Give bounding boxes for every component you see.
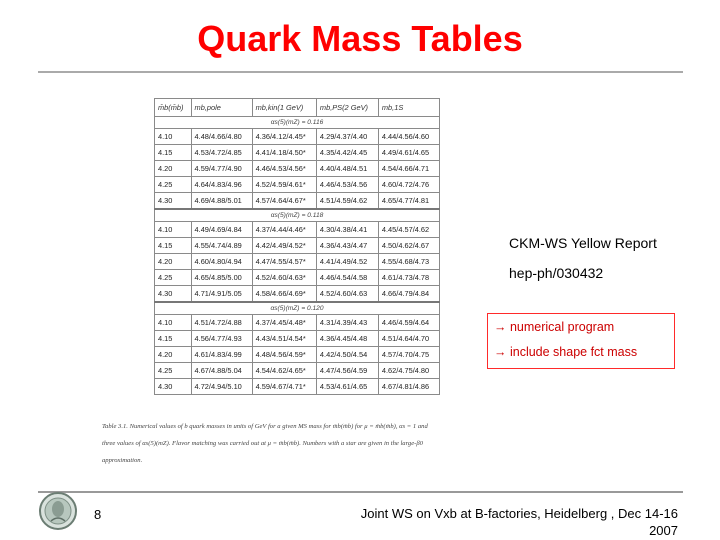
table-cell: 4.51/4.59/4.62 xyxy=(316,193,378,210)
table-cell: 4.31/4.39/4.43 xyxy=(316,315,378,331)
table-cell: 4.15 xyxy=(155,238,192,254)
table-cell: 4.48/4.66/4.80 xyxy=(191,129,252,145)
table-row xyxy=(155,270,440,286)
table-cell: 4.46/4.54/4.58 xyxy=(316,270,378,286)
table-cell: 4.46/4.53/4.56 xyxy=(316,177,378,193)
table-row xyxy=(155,254,440,270)
reference-title: CKM-WS Yellow Report xyxy=(509,235,657,251)
table-row xyxy=(155,161,440,177)
table-cell: 4.60/4.80/4.94 xyxy=(191,254,252,270)
table-cell: 4.37/4.44/4.46* xyxy=(252,222,316,238)
table-cell: 4.37/4.45/4.48* xyxy=(252,315,316,331)
table-cell: 4.20 xyxy=(155,254,192,270)
quark-mass-table xyxy=(154,98,440,395)
table-cell: 4.64/4.83/4.96 xyxy=(191,177,252,193)
table-cell: 4.49/4.69/4.84 xyxy=(191,222,252,238)
table-cell: 4.25 xyxy=(155,270,192,286)
table-cell: 4.52/4.59/4.61* xyxy=(252,177,316,193)
table-cell: 4.52/4.60/4.63 xyxy=(316,286,378,303)
table-row xyxy=(155,129,440,145)
table-cell: 4.46/4.59/4.64 xyxy=(378,315,439,331)
table-row xyxy=(155,177,440,193)
table-row xyxy=(155,315,440,331)
table-cell: 4.55/4.74/4.89 xyxy=(191,238,252,254)
table-cell: 4.25 xyxy=(155,363,192,379)
table-cell: 4.36/4.45/4.48 xyxy=(316,331,378,347)
table-cell: 4.58/4.66/4.69* xyxy=(252,286,316,303)
table-row xyxy=(155,222,440,238)
table-cell: 4.30/4.38/4.41 xyxy=(316,222,378,238)
table-cell: 4.20 xyxy=(155,161,192,177)
table-cell: 4.42/4.50/4.54 xyxy=(316,347,378,363)
table-cell: 4.54/4.66/4.71 xyxy=(378,161,439,177)
table-cell: 4.29/4.37/4.40 xyxy=(316,129,378,145)
table-header-cell: mb,kin(1 GeV) xyxy=(252,99,316,117)
table-cell: 4.46/4.53/4.56* xyxy=(252,161,316,177)
table-cell: 4.36/4.12/4.45* xyxy=(252,129,316,145)
table-row xyxy=(155,193,440,210)
table-cell: 4.55/4.68/4.73 xyxy=(378,254,439,270)
alpha-s-condition-row xyxy=(155,209,440,222)
callout-line-numerical-program: → numerical program xyxy=(494,320,615,334)
alpha-s-condition: αs(5)(mZ) = 0.118 xyxy=(155,209,440,222)
table-row xyxy=(155,347,440,363)
table-row xyxy=(155,379,440,395)
table-cell: 4.52/4.60/4.63* xyxy=(252,270,316,286)
table-header-cell: m̄b(m̄b) xyxy=(155,99,192,117)
table-cell: 4.30 xyxy=(155,193,192,210)
table-header-cell: mb,1S xyxy=(378,99,439,117)
table-cell: 4.10 xyxy=(155,129,192,145)
table-cell: 4.25 xyxy=(155,177,192,193)
table-cell: 4.44/4.56/4.60 xyxy=(378,129,439,145)
table-cell: 4.72/4.94/5.10 xyxy=(191,379,252,395)
table-cell: 4.61/4.83/4.99 xyxy=(191,347,252,363)
caption-line: three values of αs(5)(mZ). Flavor matching was carried out at μ = m̄b(m̄b). Numbers with a star are given in the large-β0 xyxy=(102,440,423,447)
slide-title: Quark Mass Tables xyxy=(197,18,523,59)
table-cell: 4.51/4.64/4.70 xyxy=(378,331,439,347)
alpha-s-condition: αs(5)(mZ) = 0.116 xyxy=(155,117,440,129)
reference-arxiv-id: hep-ph/030432 xyxy=(509,265,604,281)
alpha-s-condition-row xyxy=(155,117,440,129)
table-row xyxy=(155,238,440,254)
table-cell: 4.65/4.77/4.81 xyxy=(378,193,439,210)
footer-line-year: 2007 xyxy=(649,523,678,538)
table-cell: 4.54/4.62/4.65* xyxy=(252,363,316,379)
table-cell: 4.41/4.49/4.52 xyxy=(316,254,378,270)
table-header-cell: mb,PS(2 GeV) xyxy=(316,99,378,117)
table-cell: 4.57/4.70/4.75 xyxy=(378,347,439,363)
callout-box xyxy=(487,313,675,369)
table-cell: 4.49/4.61/4.65 xyxy=(378,145,439,161)
table-cell: 4.45/4.57/4.62 xyxy=(378,222,439,238)
table-cell: 4.59/4.77/4.90 xyxy=(191,161,252,177)
table-cell: 4.10 xyxy=(155,222,192,238)
table-cell: 4.30 xyxy=(155,379,192,395)
alpha-s-condition-row xyxy=(155,302,440,315)
table-header-row xyxy=(155,99,440,117)
footer-divider xyxy=(38,491,683,493)
table-cell: 4.59/4.67/4.71* xyxy=(252,379,316,395)
table-cell: 4.60/4.72/4.76 xyxy=(378,177,439,193)
table-cell: 4.47/4.55/4.57* xyxy=(252,254,316,270)
table-cell: 4.20 xyxy=(155,347,192,363)
table-cell: 4.53/4.61/4.65 xyxy=(316,379,378,395)
table-cell: 4.65/4.85/5.00 xyxy=(191,270,252,286)
table-row xyxy=(155,331,440,347)
table-cell: 4.43/4.51/4.54* xyxy=(252,331,316,347)
table-cell: 4.30 xyxy=(155,286,192,303)
table-cell: 4.35/4.42/4.45 xyxy=(316,145,378,161)
institute-seal-icon xyxy=(38,491,78,531)
table-cell: 4.36/4.43/4.47 xyxy=(316,238,378,254)
table-cell: 4.41/4.18/4.50* xyxy=(252,145,316,161)
table-cell: 4.66/4.79/4.84 xyxy=(378,286,439,303)
table-cell: 4.69/4.88/5.01 xyxy=(191,193,252,210)
table-cell: 4.15 xyxy=(155,331,192,347)
table-cell: 4.50/4.62/4.67 xyxy=(378,238,439,254)
table-cell: 4.51/4.72/4.88 xyxy=(191,315,252,331)
table-body xyxy=(155,117,440,395)
caption-line: Table 3.1. Numerical values of b quark masses in units of GeV for a given MS mass for m̄b(m̄b) for μ = m̄b(m̄b), αs = 1 and xyxy=(102,423,428,430)
table-row xyxy=(155,363,440,379)
table-cell: 4.53/4.72/4.85 xyxy=(191,145,252,161)
table-cell: 4.62/4.75/4.80 xyxy=(378,363,439,379)
table-header-cell: mb,pole xyxy=(191,99,252,117)
table-caption xyxy=(102,418,522,469)
table-cell: 4.40/4.48/4.51 xyxy=(316,161,378,177)
table-cell: 4.67/4.88/5.04 xyxy=(191,363,252,379)
table-row xyxy=(155,145,440,161)
page-number: 8 xyxy=(94,507,102,522)
table-cell: 4.71/4.91/5.05 xyxy=(191,286,252,303)
table-cell: 4.42/4.49/4.52* xyxy=(252,238,316,254)
table-cell: 4.47/4.56/4.59 xyxy=(316,363,378,379)
table-cell: 4.48/4.56/4.59* xyxy=(252,347,316,363)
table-cell: 4.15 xyxy=(155,145,192,161)
title-divider xyxy=(38,71,683,73)
table-cell: 4.10 xyxy=(155,315,192,331)
footer-line-event: Joint WS on Vxb at B-factories, Heidelberg , Dec 14-16 xyxy=(360,506,678,521)
table-cell: 4.61/4.73/4.78 xyxy=(378,270,439,286)
footer-text xyxy=(300,505,678,539)
table-cell: 4.57/4.64/4.67* xyxy=(252,193,316,210)
table-cell: 4.67/4.81/4.86 xyxy=(378,379,439,395)
table-row xyxy=(155,286,440,303)
callout-line-shape-fct-mass: → include shape fct mass xyxy=(494,345,638,359)
alpha-s-condition: αs(5)(mZ) = 0.120 xyxy=(155,302,440,315)
table-cell: 4.56/4.77/4.93 xyxy=(191,331,252,347)
caption-line: approximation. xyxy=(102,457,143,464)
